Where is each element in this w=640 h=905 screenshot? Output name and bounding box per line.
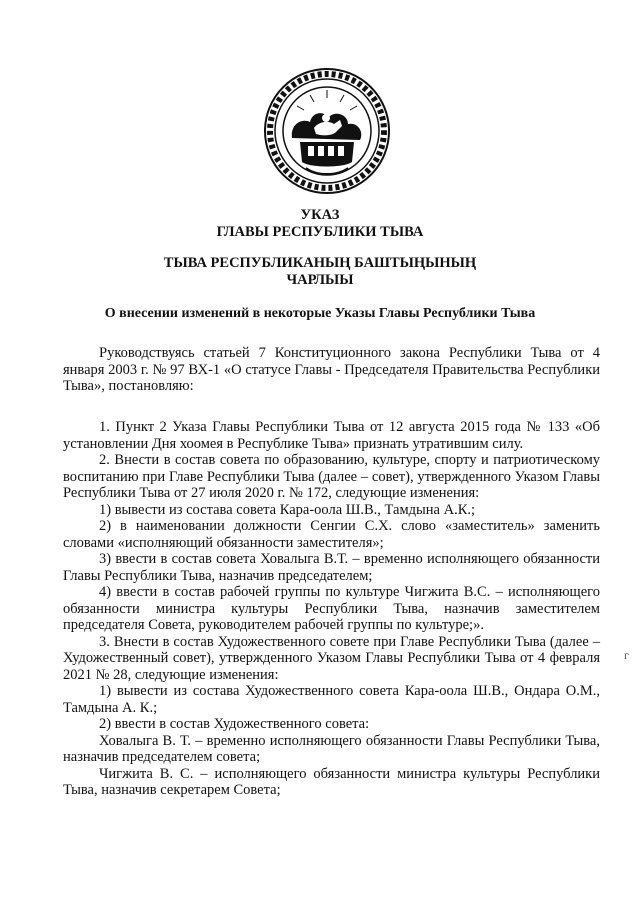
decree-title-line1: УКАЗ (300, 207, 340, 223)
margin-mark: г (624, 648, 629, 662)
paragraph-2-item-4: 4) ввести в состав рабочей группы по культуре Чигжита В.С. – исполняющего обязанности министра культуры Республики Тыва, назначив заместителем председателя Совета, руководителем рабочей группы по культуре;». (63, 584, 600, 633)
paragraph-3-item-2b: Чигжита В. С. – исполняющего обязанности министра культуры Республики Тыва, назначив секретарем Совета; (63, 765, 600, 798)
intro-paragraph: Руководствуясь статьей 7 Конституционного закона Республики Тыва от 4 января 2003 г. № 97 ВХ-1 «О статусе Главы - Председателя Правительства Республики Тыва», постановляю: (63, 345, 600, 394)
paragraph-3-item-2a: Ховалыга В. Т. – временно исполняющего обязанности Главы Республики Тыва, назначив председателем совета; (63, 732, 600, 765)
paragraph-3: 3. Внести в состав Художественного совете при Главе Республики Тыва (далее – Художественный совет), утвержденного Указом Главы Республики Тыва от 4 февраля 2021 № 28, следующие изменения: (63, 633, 600, 683)
paragraph-2-item-2: 2) в наименовании должности Сенгии С.Х. слово «заместитель» заменить словами «исполняющий обязанности заместителя»; (63, 518, 600, 551)
paragraph-3-item-2: 2) ввести в состав Художественного совета: (99, 716, 370, 732)
decree-title-tuvan-line2: ЧАРЛЫЫ (286, 272, 354, 288)
decree-body (63, 419, 600, 799)
paragraph-2-item-3: 3) ввести в состав совета Ховалыга В.Т. – временно исполняющего обязанности Главы Республики Тыва, назначив председателем; (63, 551, 600, 584)
coat-of-arms-emblem (262, 66, 392, 196)
paragraph-3-item-1: 1) вывести из состава Художественного совета Кара-оола Ш.В., Ондара О.М., Тамдына А. К.; (63, 683, 600, 716)
paragraph-1: 1. Пункт 2 Указа Главы Республики Тыва от 12 августа 2015 года № 133 «Об установлении Дня хоомея в Республике Тыва» признать утратившим силу. (63, 419, 600, 452)
paragraph-2: 2. Внести в состав совета по образованию, культуре, спорту и патриотическому воспитанию при Главе Республики Тыва (далее – совет), утвержденного Указом Главы Республики Тыва от 27 июля 2020 г. № 172, следующие изменения: (63, 452, 600, 501)
decree-title-tuvan (0, 255, 640, 289)
paragraph-2-item-1: 1) вывести из состава совета Кара-оола Ш.В., Тамдына А.К.; (99, 501, 476, 518)
decree-title-tuvan-line1: ТЫВА РЕСПУБЛИКАНЫҢ БАШТЫҢЫНЫҢ (163, 255, 477, 271)
intro-section (63, 345, 600, 395)
decree-subject: О внесении изменений в некоторые Указы Главы Республики Тыва (104, 306, 536, 321)
decree-title (0, 207, 640, 241)
decree-title-line2: ГЛАВЫ РЕСПУБЛИКИ ТЫВА (216, 224, 424, 240)
